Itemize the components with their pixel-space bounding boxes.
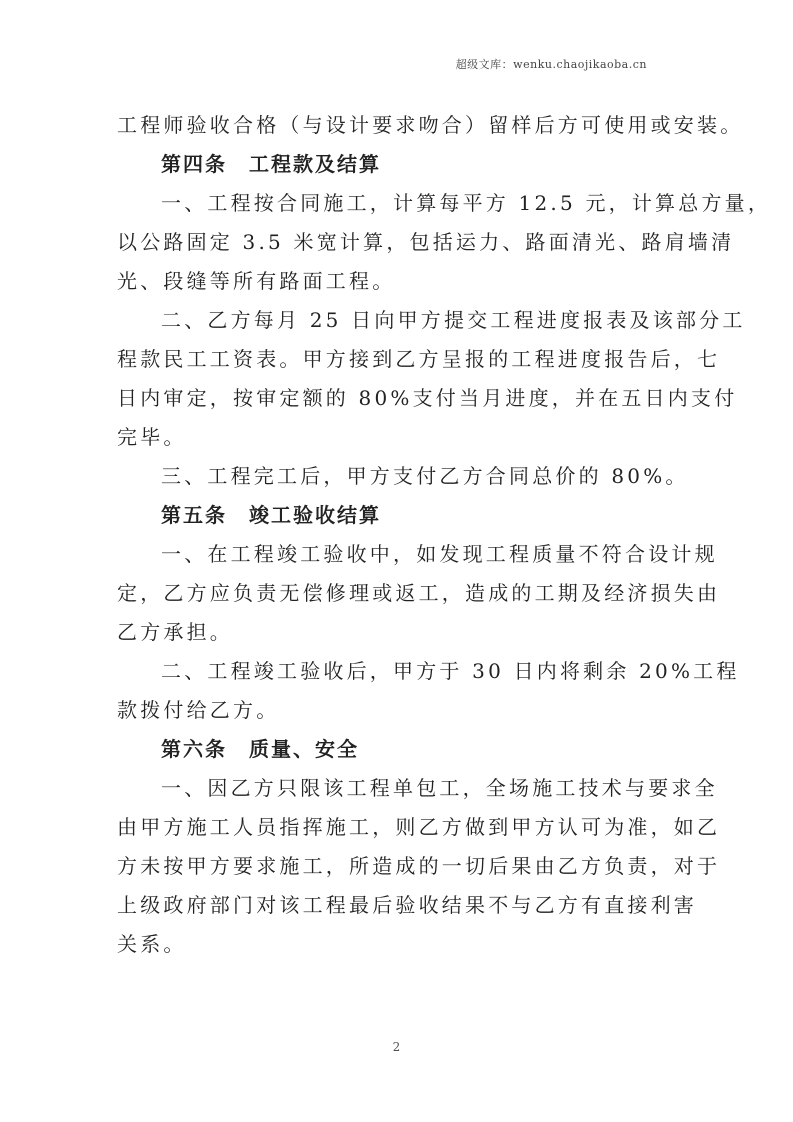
paragraph-line: 一、工程按合同施工，计算每平方 12.5 元，计算总方量， <box>161 191 772 215</box>
paragraph-line: 完毕。 <box>117 425 187 449</box>
paragraph-line: 一、因乙方只限该工程单包工，全场施工技术与要求全 <box>161 776 718 800</box>
paragraph-line: 日内审定，按审定额的 80%支付当月进度，并在五日内支付 <box>117 386 738 410</box>
section-heading-article-6: 第六条 质量、安全 <box>161 737 359 761</box>
paragraph-line: 由甲方施工人员指挥施工，则乙方做到甲方认可为准，如乙 <box>117 815 721 839</box>
paragraph-line: 关系。 <box>117 932 187 956</box>
paragraph-line: 款拨付给乙方。 <box>117 698 280 722</box>
page-header-source: 超级文库：wenku.chaojikaoba.cn <box>455 58 647 71</box>
paragraph-line: 程款民工工资表。甲方接到乙方呈报的工程进度报告后，七 <box>117 347 721 371</box>
paragraph-line: 二、工程竣工验收后，甲方于 30 日内将剩余 20%工程 <box>161 659 740 683</box>
section-heading-article-4: 第四条 工程款及结算 <box>161 152 381 176</box>
paragraph-line: 二、乙方每月 25 日向甲方提交工程进度报表及该部分工 <box>161 308 746 332</box>
document-body <box>117 106 772 964</box>
paragraph-line: 乙方承担。 <box>117 620 233 644</box>
paragraph-line: 光、段缝等所有路面工程。 <box>117 269 396 293</box>
page-number: 2 <box>392 1040 401 1054</box>
paragraph-line: 工程师验收合格（与设计要求吻合）留样后方可使用或安装。 <box>117 113 744 137</box>
paragraph-line: 定，乙方应负责无偿修理或返工，造成的工期及经济损失由 <box>117 581 721 605</box>
paragraph-line: 方未按甲方要求施工，所造成的一切后果由乙方负责，对于 <box>117 854 721 878</box>
paragraph-line: 以公路固定 3.5 米宽计算，包括运力、路面清光、路肩墙清 <box>117 230 735 254</box>
paragraph-line: 上级政府部门对该工程最后验收结果不与乙方有直接利害 <box>117 893 697 917</box>
section-heading-article-5: 第五条 竣工验收结算 <box>161 503 381 527</box>
paragraph-line: 一、在工程竣工验收中，如发现工程质量不符合设计规 <box>161 542 718 566</box>
paragraph-line: 三、工程完工后，甲方支付乙方合同总价的 80%。 <box>161 464 689 488</box>
